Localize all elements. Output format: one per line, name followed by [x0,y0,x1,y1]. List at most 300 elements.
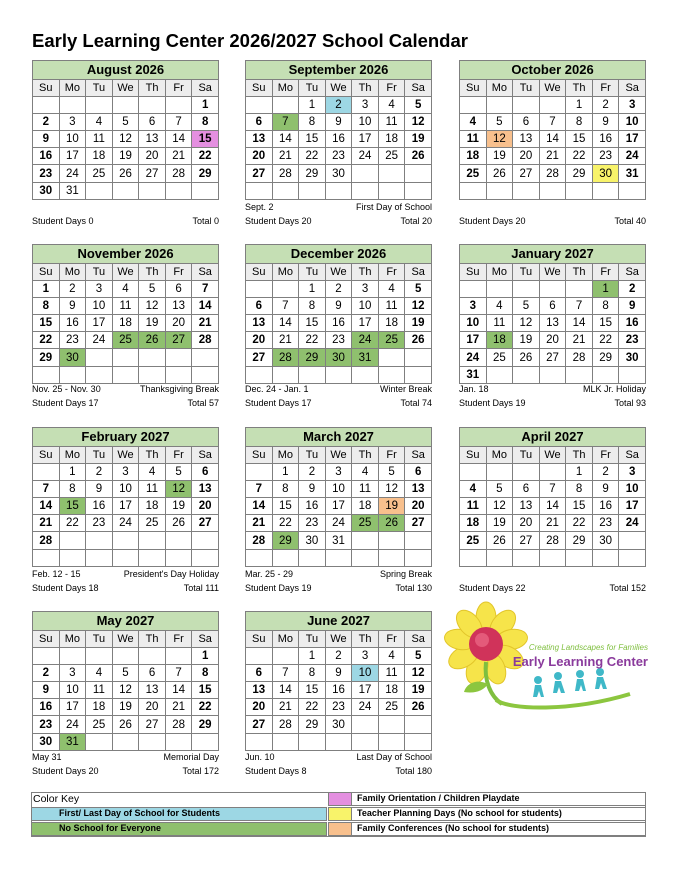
day-cell: 4 [486,298,513,315]
day-cell: 11 [378,114,405,131]
empty-day-cell [246,366,273,383]
day-cell: 9 [592,114,619,131]
day-cell: 26 [112,716,139,733]
empty-day-cell [378,165,405,182]
empty-day-cell [139,366,166,383]
totals-row [245,581,432,595]
month-notes [459,214,646,228]
day-cell: 22 [299,332,326,349]
empty-day-cell [539,549,566,566]
empty-day-cell [139,549,166,566]
event-date: Jun. 10 [245,752,275,762]
day-cell: 12 [405,665,432,682]
empty-day-cell [486,366,513,383]
day-cell: 1 [299,648,326,665]
legend-label-first-last-day: First/ Last Day of School for Students [59,808,221,818]
empty-day-cell [352,532,379,549]
empty-day-cell [272,182,299,199]
weekday-header: Su [246,631,273,648]
day-cell: 31 [325,532,352,549]
month-notes [459,382,646,410]
day-cell: 20 [246,148,273,165]
day-cell: 12 [112,131,139,148]
day-cell: 18 [460,515,487,532]
day-cell: 14 [539,131,566,148]
month-header: October 2026 [460,61,646,80]
day-cell: 19 [378,498,405,515]
day-cell: 27 [513,165,540,182]
weekday-header: Th [566,80,593,97]
empty-day-cell [460,182,487,199]
early-learning-center-logo [440,600,650,730]
month-grid [459,244,646,384]
weekday-header: Fr [592,447,619,464]
day-cell: 26 [405,699,432,716]
day-cell: 4 [86,665,113,682]
day-cell: 17 [59,148,86,165]
weekday-header: Th [352,264,379,281]
day-cell: 5 [486,114,513,131]
weekday-header: We [325,80,352,97]
day-cell: 18 [352,498,379,515]
day-cell: 10 [325,481,352,498]
day-cell: 10 [619,114,646,131]
empty-day-cell [405,716,432,733]
day-cell: 25 [460,165,487,182]
totals-row [32,214,219,228]
empty-day-cell [486,182,513,199]
day-cell: 11 [486,315,513,332]
empty-day-cell [246,281,273,298]
day-cell: 3 [460,298,487,315]
empty-day-cell [405,532,432,549]
weekday-header: Th [139,631,166,648]
totals-row [459,581,646,595]
day-cell: 15 [192,131,219,148]
day-cell: 4 [112,281,139,298]
day-cell: 6 [139,114,166,131]
day-cell: 25 [112,332,139,349]
day-cell: 7 [539,114,566,131]
day-cell: 12 [378,481,405,498]
day-cell: 22 [299,699,326,716]
day-cell: 3 [86,281,113,298]
empty-day-cell [378,182,405,199]
empty-day-cell [246,182,273,199]
day-cell: 4 [86,114,113,131]
day-cell: 21 [165,148,192,165]
day-cell: 28 [272,349,299,366]
running-total: Total 130 [395,583,432,593]
day-cell: 25 [86,165,113,182]
day-cell: 8 [592,298,619,315]
day-cell: 2 [33,114,60,131]
day-cell: 30 [59,349,86,366]
day-cell: 21 [272,699,299,716]
month-notes [32,214,219,228]
day-cell: 9 [59,298,86,315]
empty-day-cell [378,733,405,750]
empty-day-cell [192,532,219,549]
day-cell: 19 [165,498,192,515]
day-cell: 2 [86,464,113,481]
day-cell: 4 [378,648,405,665]
day-cell: 9 [325,665,352,682]
day-cell: 16 [592,131,619,148]
empty-day-cell [352,549,379,566]
empty-day-cell [619,532,646,549]
event-date: Sept. 2 [245,202,274,212]
weekday-header: We [112,80,139,97]
weekday-header: Su [460,264,487,281]
day-cell: 7 [192,281,219,298]
empty-day-cell [86,97,113,114]
empty-day-cell [352,716,379,733]
event-row [32,750,219,764]
weekday-header: Sa [192,80,219,97]
day-cell: 24 [325,515,352,532]
empty-day-cell [352,165,379,182]
day-cell: 8 [299,298,326,315]
empty-day-cell [352,733,379,750]
day-cell: 14 [246,498,273,515]
day-cell: 1 [299,97,326,114]
day-cell: 15 [566,131,593,148]
weekday-header: Fr [378,80,405,97]
day-cell: 9 [86,481,113,498]
day-cell: 16 [86,498,113,515]
totals-row [32,396,219,410]
weekday-header: Su [246,80,273,97]
weekday-header: Th [139,264,166,281]
empty-day-cell [272,549,299,566]
day-cell: 12 [405,114,432,131]
day-cell: 29 [592,349,619,366]
empty-day-cell [592,549,619,566]
day-cell: 20 [139,148,166,165]
day-cell: 14 [165,131,192,148]
weekday-header: Sa [619,447,646,464]
empty-day-cell [405,165,432,182]
empty-day-cell [460,549,487,566]
event-description: Winter Break [379,384,432,394]
event-date: Nov. 25 - Nov. 30 [32,384,101,394]
day-cell: 24 [86,332,113,349]
running-total: Total 93 [614,398,646,408]
day-cell: 6 [513,481,540,498]
day-cell: 5 [378,464,405,481]
empty-day-cell [378,349,405,366]
color-key-title: Color Key [33,793,80,805]
day-cell: 28 [272,165,299,182]
day-cell: 22 [566,515,593,532]
empty-day-cell [112,366,139,383]
day-cell: 2 [33,665,60,682]
empty-day-cell [139,733,166,750]
event-row [245,750,432,764]
day-cell: 17 [460,332,487,349]
event-description: President's Day Holiday [123,569,219,579]
day-cell: 21 [566,332,593,349]
day-cell: 18 [139,498,166,515]
weekday-header: Th [566,447,593,464]
day-cell: 10 [86,298,113,315]
weekday-header: Tu [86,80,113,97]
day-cell: 27 [246,716,273,733]
empty-day-cell [272,648,299,665]
day-cell: 13 [165,298,192,315]
weekday-header: Th [139,447,166,464]
day-cell: 31 [352,349,379,366]
empty-day-cell [272,97,299,114]
day-cell: 16 [325,682,352,699]
day-cell: 2 [592,464,619,481]
empty-day-cell [566,182,593,199]
day-cell: 26 [139,332,166,349]
weekday-header: Fr [378,264,405,281]
student-days: Student Days 0 [32,216,94,226]
day-cell: 17 [325,498,352,515]
day-cell: 9 [592,481,619,498]
day-cell: 8 [192,665,219,682]
day-cell: 12 [139,298,166,315]
running-total: Total 152 [609,583,646,593]
empty-day-cell [33,97,60,114]
day-cell: 13 [139,682,166,699]
weekday-header: We [539,447,566,464]
day-cell: 7 [272,298,299,315]
day-cell: 18 [460,148,487,165]
day-cell: 31 [59,733,86,750]
day-cell: 24 [352,332,379,349]
empty-day-cell [165,349,192,366]
month-september-2026 [245,60,432,200]
day-cell: 12 [513,315,540,332]
weekday-header: Sa [619,80,646,97]
day-cell: 8 [566,481,593,498]
empty-day-cell [592,366,619,383]
event-row [245,200,432,214]
month-grid [245,244,432,384]
day-cell: 24 [352,148,379,165]
day-cell: 16 [299,498,326,515]
day-cell: 28 [539,532,566,549]
empty-day-cell [246,464,273,481]
empty-day-cell [165,182,192,199]
day-cell: 20 [165,315,192,332]
day-cell: 24 [112,515,139,532]
day-cell: 13 [405,481,432,498]
empty-day-cell [299,182,326,199]
day-cell: 10 [352,298,379,315]
month-header: November 2026 [33,245,219,264]
day-cell: 28 [33,532,60,549]
day-cell: 29 [299,716,326,733]
legend-label-teacher-planning: Teacher Planning Days (No school for students) [357,808,562,818]
day-cell: 14 [272,682,299,699]
day-cell: 9 [299,481,326,498]
day-cell: 19 [513,332,540,349]
day-cell: 23 [59,332,86,349]
day-cell: 4 [352,464,379,481]
day-cell: 6 [246,298,273,315]
empty-day-cell [86,733,113,750]
day-cell: 27 [405,515,432,532]
day-cell: 3 [619,97,646,114]
day-cell: 13 [539,315,566,332]
day-cell: 20 [139,699,166,716]
weekday-header: Mo [59,631,86,648]
weekday-header: Mo [272,631,299,648]
month-header: April 2027 [460,428,646,447]
empty-day-cell [112,97,139,114]
empty-day-cell [325,549,352,566]
month-grid [32,60,219,200]
month-may-2027 [32,611,219,751]
day-cell: 30 [325,349,352,366]
day-cell: 18 [378,315,405,332]
weekday-header: Th [566,264,593,281]
day-cell: 27 [246,349,273,366]
empty-day-cell [112,549,139,566]
month-notes [459,581,646,595]
day-cell: 16 [33,699,60,716]
day-cell: 11 [112,298,139,315]
day-cell: 11 [460,498,487,515]
weekday-header: Su [460,447,487,464]
day-cell: 1 [592,281,619,298]
event-date: Feb. 12 - 15 [32,569,81,579]
empty-day-cell [86,366,113,383]
weekday-header: Mo [59,80,86,97]
empty-day-cell [165,97,192,114]
day-cell: 15 [566,498,593,515]
day-cell: 22 [592,332,619,349]
empty-day-cell [352,182,379,199]
day-cell: 10 [59,682,86,699]
day-cell: 3 [352,281,379,298]
student-days: Student Days 20 [32,766,99,776]
empty-day-cell [139,532,166,549]
day-cell: 18 [86,699,113,716]
day-cell: 12 [486,498,513,515]
day-cell: 5 [165,464,192,481]
day-cell: 16 [592,498,619,515]
day-cell: 26 [513,349,540,366]
day-cell: 25 [352,515,379,532]
day-cell: 6 [513,114,540,131]
student-days: Student Days 19 [245,583,312,593]
empty-day-cell [460,97,487,114]
day-cell: 29 [192,165,219,182]
day-cell: 13 [192,481,219,498]
day-cell: 8 [566,114,593,131]
day-cell: 8 [192,114,219,131]
day-cell: 10 [112,481,139,498]
day-cell: 22 [59,515,86,532]
weekday-header: Su [460,80,487,97]
month-header: June 2027 [246,612,432,631]
event-description: Spring Break [379,569,432,579]
empty-day-cell [566,549,593,566]
day-cell: 21 [165,699,192,716]
month-grid [32,427,219,567]
day-cell: 28 [246,532,273,549]
day-cell: 2 [592,97,619,114]
day-cell: 25 [460,532,487,549]
day-cell: 10 [352,665,379,682]
empty-day-cell [33,366,60,383]
empty-day-cell [112,733,139,750]
weekday-header: Mo [272,80,299,97]
weekday-header: Sa [192,447,219,464]
day-cell: 14 [272,131,299,148]
running-total: Total 172 [182,766,219,776]
month-notes [245,382,432,410]
empty-day-cell [246,549,273,566]
month-grid [32,244,219,384]
day-cell: 15 [33,315,60,332]
day-cell: 1 [299,281,326,298]
day-cell: 3 [59,114,86,131]
empty-day-cell [139,349,166,366]
student-days: Student Days 20 [459,216,526,226]
day-cell: 8 [59,481,86,498]
event-date: Mar. 25 - 29 [245,569,294,579]
day-cell: 19 [486,515,513,532]
empty-day-cell [59,532,86,549]
day-cell: 28 [272,716,299,733]
month-october-2026 [459,60,646,200]
empty-day-cell [59,366,86,383]
empty-day-cell [539,464,566,481]
student-days: Student Days 8 [245,766,307,776]
day-cell: 10 [460,315,487,332]
day-cell: 30 [619,349,646,366]
empty-day-cell [378,716,405,733]
day-cell: 17 [619,498,646,515]
day-cell: 24 [460,349,487,366]
empty-day-cell [59,549,86,566]
day-cell: 21 [539,148,566,165]
empty-day-cell [378,532,405,549]
weekday-header: Tu [299,80,326,97]
empty-day-cell [192,366,219,383]
day-cell: 12 [112,682,139,699]
day-cell: 30 [325,716,352,733]
day-cell: 21 [33,515,60,532]
day-cell: 17 [352,131,379,148]
day-cell: 22 [33,332,60,349]
empty-day-cell [513,464,540,481]
day-cell: 28 [192,332,219,349]
empty-day-cell [405,549,432,566]
empty-day-cell [378,366,405,383]
weekday-header: We [325,264,352,281]
weekday-header: Mo [486,264,513,281]
day-cell: 15 [592,315,619,332]
day-cell: 8 [272,481,299,498]
month-march-2027 [245,427,432,567]
day-cell: 21 [246,515,273,532]
day-cell: 15 [59,498,86,515]
day-cell: 12 [486,131,513,148]
empty-day-cell [165,648,192,665]
day-cell: 19 [112,148,139,165]
day-cell: 12 [165,481,192,498]
month-notes [245,200,432,228]
weekday-header: Fr [165,447,192,464]
